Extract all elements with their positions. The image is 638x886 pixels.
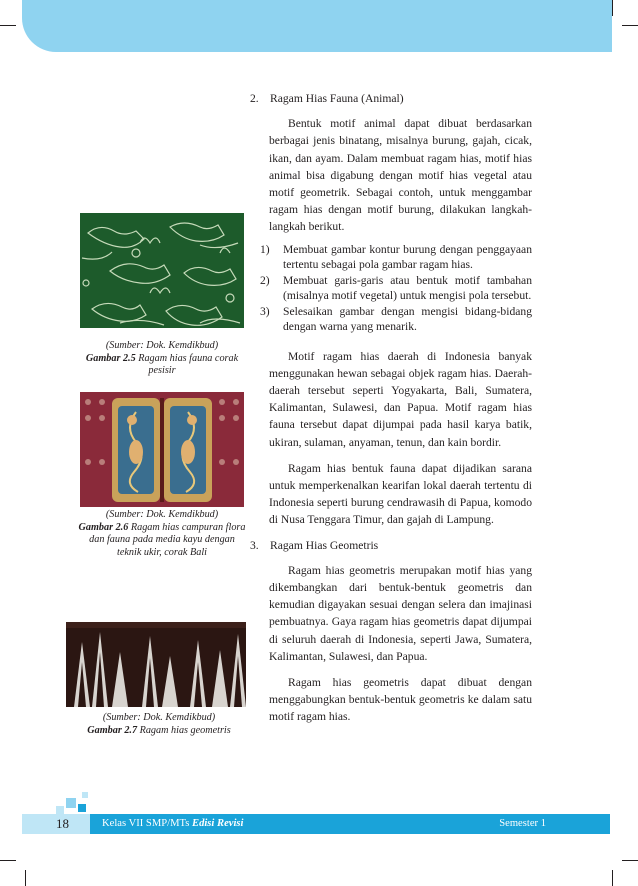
- list-item: [260, 242, 532, 273]
- page-number: 18: [56, 816, 69, 831]
- section-title: Ragam Hias Fauna (Animal): [270, 92, 404, 105]
- figure-caption: [78, 509, 246, 559]
- crop-mark: [612, 870, 613, 886]
- footer-book-title: [102, 814, 244, 834]
- footer-bar: [90, 814, 610, 834]
- crop-mark: [0, 860, 16, 861]
- crop-mark: [622, 25, 638, 26]
- figure-label: Gambar 2.5: [85, 352, 136, 364]
- paragraph: Ragam hias geometris merupakan motif hias yang dikembangkan dari bentuk-bentuk geometris dan kemudian digayakan sesuai dengan selera dan imajinasi pembuatnya. Gaya ragam hias geometris dapat dijumpai di seluruh daerah di Indonesia, seperti Jawa, Sumatera, Kalimantan, Sulawesi, dan Papua.: [269, 563, 532, 663]
- figure-label: Gambar 2.7: [87, 724, 138, 736]
- step-number: 2): [260, 273, 270, 287]
- paragraph: Ragam hias bentuk fauna dapat dijadikan sarana untuk memperkenalkan kearifan lokal daerah tertentu di Indonesia seperti burung cendrawasih di Papua, komodo di Nusa Tenggara Timur, dan gajah di Lampung.: [269, 461, 532, 527]
- step-number: 3): [260, 304, 270, 318]
- steps-list: [260, 242, 532, 335]
- footer-edition: Edisi Revisi: [192, 818, 244, 829]
- list-item: [260, 304, 532, 335]
- figure-source: (Sumber: Dok. Kemdikbud): [102, 712, 216, 723]
- figure-label: Gambar 2.6: [78, 521, 129, 533]
- header-band: [22, 0, 612, 52]
- section-number: 2.: [250, 92, 259, 105]
- crop-mark: [0, 25, 16, 26]
- step-text: Membuat garis-garis atau bentuk motif tambahan (misalnya motif vegetal) untuk mengisi pola tersebut.: [283, 273, 532, 303]
- batik-fauna-image: [80, 213, 244, 328]
- figure-caption-text: Ragam hias campuran flora dan fauna pada media kayu dengan teknik ukir, corak Bali: [89, 521, 246, 558]
- geometric-pattern-image: [66, 622, 246, 707]
- figure-source: (Sumber: Dok. Kemdikbud): [105, 509, 219, 520]
- step-number: 1): [260, 242, 270, 256]
- footer-semester: Semester 1: [499, 818, 546, 829]
- paragraph: Motif ragam hias daerah di Indonesia banyak menggunakan hewan sebagai objek ragam hias. Daerah-daerah tersebut seperti Yogyakarta, Bali, Sumatera, Kalimantan, Sulawesi, dan Papua. Motif ragam hias fauna tersebut dapat dijumpai pada hasil karya batik, ukiran, sulaman, anyaman, tenun, dan kain bordir.: [269, 349, 532, 449]
- figure-caption-text: Ragam hias fauna corak pesisir: [135, 352, 239, 377]
- footer-book-name: Kelas VII SMP/MTs: [102, 818, 192, 829]
- figure-source: (Sumber: Dok. Kemdikbud): [105, 340, 219, 351]
- figure-caption-text: Ragam hias geometris: [137, 724, 231, 736]
- figure-caption: [70, 712, 248, 737]
- list-item: [260, 273, 532, 304]
- section-heading: [250, 537, 532, 554]
- step-text: Selesaikan gambar dengan mengisi bidang-bidang dengan warna yang menarik.: [283, 304, 532, 334]
- footer-decoration: [22, 792, 82, 842]
- figure-caption: [82, 340, 242, 378]
- section-heading: [250, 90, 532, 107]
- bali-carving-image: [80, 392, 244, 507]
- paragraph: Bentuk motif animal dapat dibuat berdasarkan berbagai jenis binatang, misalnya burung, gajah, cicak, ikan, dan ayam. Dalam membuat ragam hias, motif hias animal bisa digabung dengan motif hias vegetal atau motif geometrik. Sebagai contoh, untuk menggambar ragam hias dengan motif burung, dilakukan langkah-langkah berikut.: [269, 117, 532, 234]
- section-title: Ragam Hias Geometris: [270, 538, 379, 552]
- crop-mark: [622, 860, 638, 861]
- crop-mark: [25, 870, 26, 886]
- main-text-column: [250, 90, 532, 726]
- paragraph: Ragam hias geometris dapat dibuat dengan menggabungkan bentuk-bentuk geometris ke dalam satu motif ragam hias.: [269, 676, 532, 724]
- crop-mark: [612, 0, 613, 16]
- step-text: Membuat gambar kontur burung dengan penggayaan tertentu sebagai pola gambar ragam hias.: [283, 242, 532, 272]
- section-number: 3.: [250, 538, 259, 552]
